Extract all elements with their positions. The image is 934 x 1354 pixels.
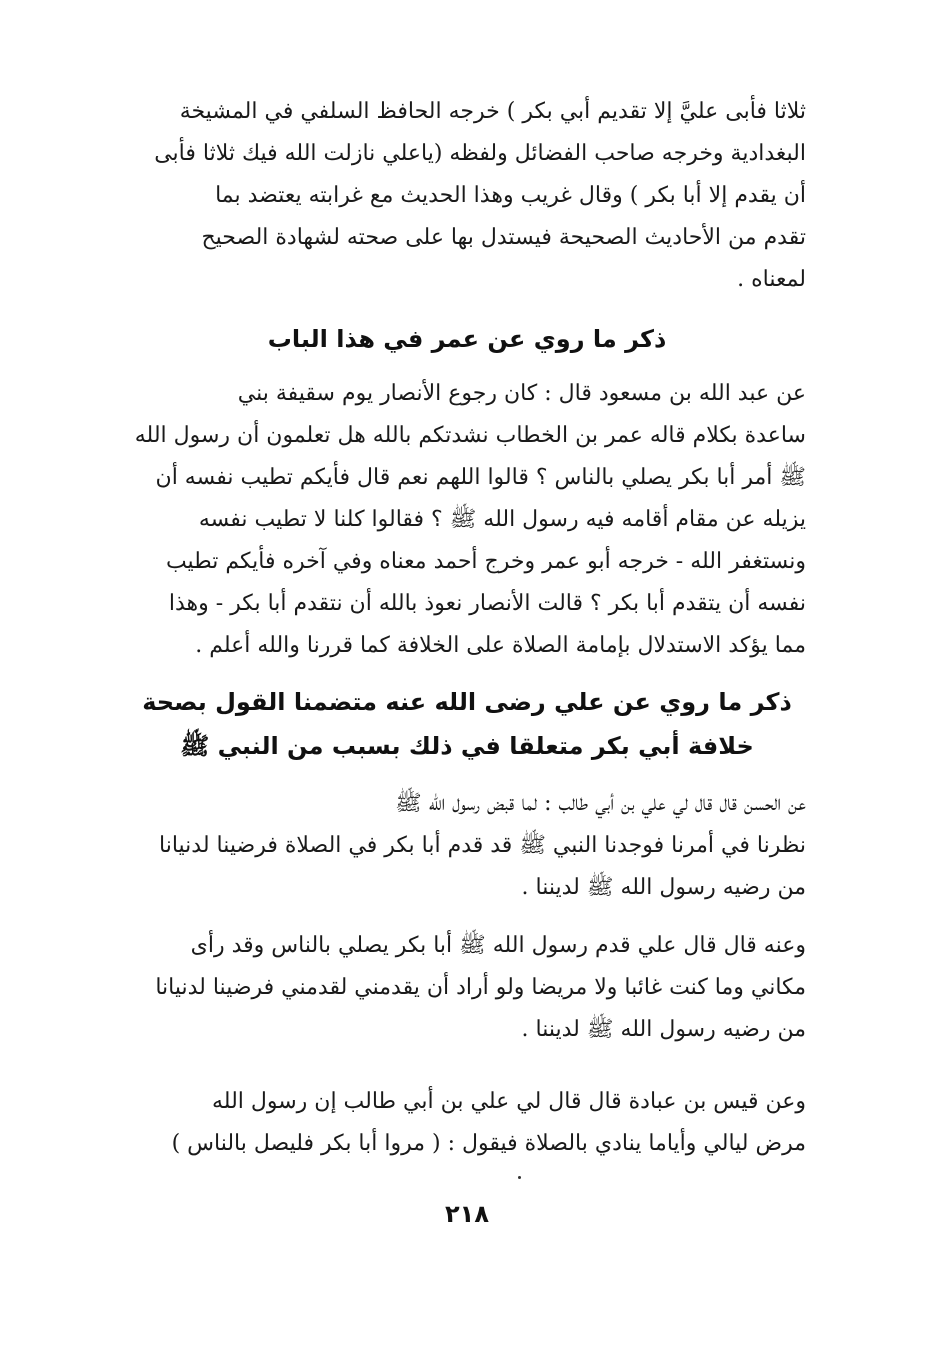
paragraph-line: من رضيه رسول الله ﷺ لديننا . (521, 875, 806, 900)
paragraph-line: وعنه قال قال علي قدم رسول الله ﷺ أبا بكر يصلي بالناس وقد رأى (190, 933, 806, 958)
paragraph-line: يزيله عن مقام أقامه فيه رسول الله ﷺ ؟ فقالوا كلنا لا تطيب نفسه (198, 507, 806, 532)
paragraph-line: عن الحسن قال قال لي علي بن أبي طالب : لما قبض رسول الله ﷺ (395, 791, 806, 816)
paragraph-line: لمعناه . (737, 267, 806, 292)
paragraph-line: البغدادية وخرجه صاحب الفضائل ولفظه (ياعلي نازلت الله فيك ثلاثا فأبى (154, 141, 806, 166)
paragraph-line: تقدم من الأحاديث الصحيحة فيستدل بها على صحته لشهادة الصحيح (201, 225, 806, 250)
section-heading-ali (128, 680, 806, 768)
heading-line: ذكر ما روي عن عمر في هذا الباب (267, 325, 667, 353)
paragraph-5 (128, 1081, 806, 1165)
paragraph-line: ونستغفر الله - خرجه أبو عمر وخرج أحمد معناه وفي آخره فأيكم تطيب (165, 549, 806, 574)
page-number: ٢١٨ (445, 1200, 489, 1228)
paragraph-3 (128, 783, 806, 909)
paragraph-line: ﷺ أمر أبا بكر يصلي بالناس ؟ قالوا اللهم نعم قال فأيكم تطيب نفسه أن (155, 465, 806, 490)
section-heading-umar (128, 317, 806, 361)
paragraph-line: مكاني وما كنت غائبا ولا مريضا ولو أراد أن يقدمني لقدمني فرضينا لدنيانا (155, 975, 806, 1000)
heading-line: ذكر ما روي عن علي رضى الله عنه متضمنا القول بصحة (142, 688, 792, 716)
paragraph-line: ثلاثا فأبى عليَّ إلا تقديم أبي بكر ) خرجه الحافظ السلفي في المشيخة (179, 99, 806, 124)
printer-dot (518, 1176, 521, 1179)
paragraph-line: مما يؤكد الاستدلال بإمامة الصلاة على الخلافة كما قررنا والله أعلم . (195, 633, 806, 658)
paragraph-line: نظرنا في أمرنا فوجدنا النبي ﷺ قد قدم أبا بكر في الصلاة فرضينا لدنيانا (159, 833, 806, 858)
paragraph-line: مرض ليالي وأياما ينادي بالصلاة فيقول : ( مروا أبا بكر فليصل بالناس ) (171, 1131, 806, 1156)
heading-line: خلافة أبي بكر متعلقا في ذلك بسبب من النبي ﷺ (180, 732, 754, 760)
paragraph-2 (128, 373, 806, 667)
paragraph-line: ساعدة بكلام قاله عمر بن الخطاب نشدتكم بالله هل تعلمون أن رسول الله (134, 423, 806, 448)
paragraph-1 (128, 91, 806, 301)
paragraph-4 (128, 925, 806, 1051)
paragraph-line: عن عبد الله بن مسعود قال : كان رجوع الأنصار يوم سقيفة بني (237, 381, 806, 406)
paragraph-line: من رضيه رسول الله ﷺ لديننا . (521, 1017, 806, 1042)
paragraph-line: أن يقدم إلا أبا بكر ) وقال غريب وهذا الحديث مع غرابته يعتضد بما (215, 183, 806, 208)
paragraph-line: نفسه أن يتقدم أبا بكر ؟ قالت الأنصار نعوذ بالله أن نتقدم أبا بكر - وهذا (168, 591, 806, 616)
paragraph-line: وعن قيس بن عبادة قال قال لي علي بن أبي طالب إن رسول الله (212, 1089, 806, 1114)
